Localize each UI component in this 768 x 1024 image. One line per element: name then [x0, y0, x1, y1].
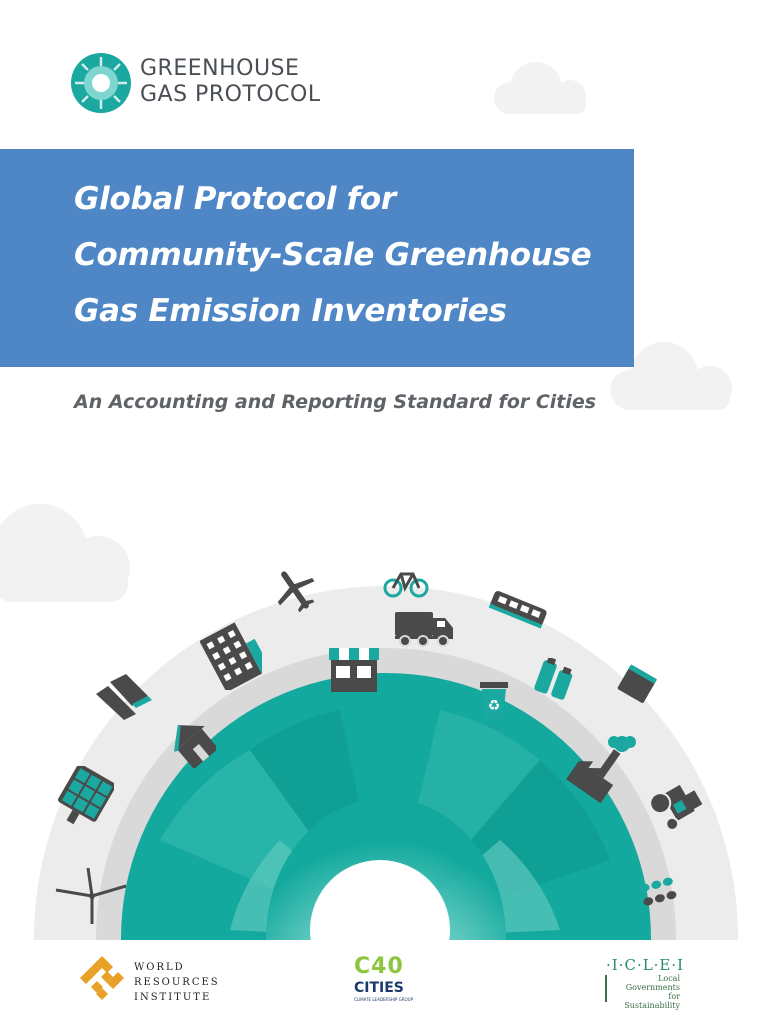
wri-logo-mark-icon: [80, 956, 124, 1000]
iclei-tagline: [612, 974, 680, 1010]
ghg-protocol-logo: [70, 52, 370, 116]
house-icon: [168, 716, 216, 768]
iclei-line-2: Governments: [625, 983, 680, 992]
wri-line-1: WORLD: [134, 962, 185, 973]
industrial-factory-icon: [566, 732, 638, 804]
iclei-logo-name: ·I·C·L·E·I: [606, 956, 685, 974]
canisters-icon: [532, 658, 576, 702]
wri-line-2: RESOURCES: [134, 977, 220, 988]
title-line-1: Global Protocol for: [74, 181, 396, 217]
logo-line-2: GAS PROTOCOL: [140, 82, 321, 107]
airplane-icon: [272, 566, 318, 614]
wri-logo-text: [134, 960, 220, 1005]
logo-wordmark: [140, 56, 321, 108]
recycling-bin-icon: [478, 680, 510, 720]
shop-icon: [327, 646, 381, 692]
title-line-2: Community-Scale Greenhouse: [74, 237, 592, 273]
truck-icon: [393, 610, 455, 648]
container-icon: [616, 664, 658, 704]
tractor-icon: [646, 778, 702, 840]
train-icon: [488, 590, 550, 630]
c40-logo-bottom: CITIES: [354, 980, 404, 996]
iclei-divider: [605, 975, 607, 1002]
title-line-3: Gas Emission Inventories: [74, 293, 507, 329]
ghg-protocol-logo-mark-icon: [70, 52, 132, 114]
cloud-top-right: [486, 58, 596, 116]
c40-logo-top: C40: [354, 954, 404, 979]
office-building-icon: [200, 622, 262, 690]
subtitle: An Accounting and Reporting Standard for Cities: [74, 391, 597, 413]
svg-text:♻: ♻: [487, 698, 501, 714]
logo-line-1: GREENHOUSE: [140, 56, 300, 81]
crops-icon: [638, 874, 682, 908]
wri-line-3: INSTITUTE: [134, 992, 212, 1003]
c40-tagline: CLIMATE LEADERSHIP GROUP: [354, 997, 413, 1002]
solar-panel-icon: [54, 766, 114, 830]
bicycle-icon: [383, 568, 429, 598]
wind-turbine-icon: [52, 866, 132, 926]
iclei-line-1: Local: [658, 974, 680, 983]
factory-icon: [96, 674, 152, 720]
iclei-line-3: for Sustainability: [624, 992, 680, 1010]
